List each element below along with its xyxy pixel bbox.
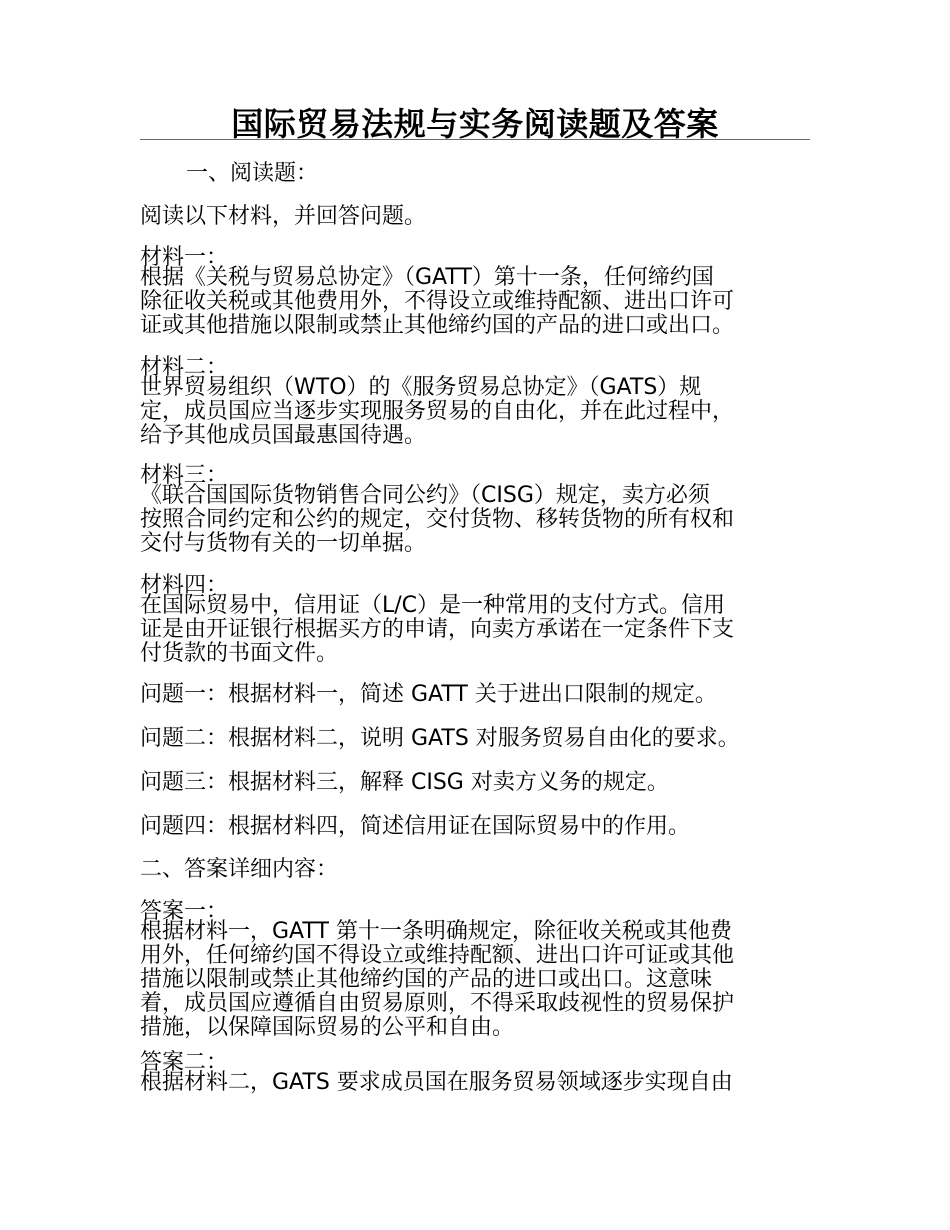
question-4: 问题四：根据材料四，简述信用证在国际贸易中的作用。 (140, 814, 691, 839)
material-line: 在国际贸易中，信用证（L/C）是一种常用的支付方式。信用 (140, 593, 726, 618)
answer-body (140, 920, 810, 1040)
material-body (140, 484, 810, 556)
page-title: 国际贸易法规与实务阅读题及答案 (231, 105, 719, 143)
title-underline (140, 139, 810, 140)
material-3 (140, 464, 810, 556)
answer-1 (140, 900, 810, 1040)
material-1 (140, 246, 810, 338)
answer-line: 根据材料二，GATS 要求成员国在服务贸易领域逐步实现自由 (140, 1070, 733, 1095)
answer-line: 根据材料一，GATT 第十一条明确规定，除征收关税或其他费 (140, 919, 732, 944)
answer-heading: 答案一： (140, 899, 229, 924)
answer-2 (140, 1051, 810, 1095)
material-line: 《联合国国际货物销售合同公约》（CISG）规定，卖方必须 (140, 483, 710, 508)
answer-line: 用外，任何缔约国不得设立或维持配额、进出口许可证或其他 (140, 943, 735, 968)
material-line: 除征收关税或其他费用外，不得设立或维持配额、进出口许可 (140, 289, 735, 314)
material-heading: 材料四： (140, 573, 229, 598)
material-line: 定，成员国应当逐步实现服务贸易的自由化，并在此过程中， (140, 399, 735, 424)
material-2 (140, 356, 810, 448)
section-heading-reading: 一、阅读题： (186, 161, 319, 186)
material-line: 按照合同约定和公约的规定，交付货物、移转货物的所有权和 (140, 507, 735, 532)
answer-heading: 答案二： (140, 1050, 229, 1075)
answer-line: 措施，以保障国际贸易的公平和自由。 (140, 1015, 515, 1040)
material-line: 证或其他措施以限制或禁止其他缔约国的产品的进口或出口。 (140, 313, 735, 338)
material-heading: 材料一： (140, 245, 229, 270)
material-line: 世界贸易组织（WTO）的《服务贸易总协定》（GATS）规 (140, 375, 702, 400)
material-body (140, 594, 810, 666)
material-line: 付货款的书面文件。 (140, 641, 339, 666)
question-2: 问题二：根据材料二，说明 GATS 对服务贸易自由化的要求。 (140, 726, 740, 751)
answer-body (140, 1071, 810, 1095)
question-3: 问题三：根据材料三，解释 CISG 对卖方义务的规定。 (140, 770, 669, 795)
material-4 (140, 574, 810, 666)
material-line: 给予其他成员国最惠国待遇。 (140, 423, 427, 448)
question-1: 问题一：根据材料一，简述 GATT 关于进出口限制的规定。 (140, 682, 717, 707)
material-body (140, 266, 810, 338)
intro-text: 阅读以下材料，并回答问题。 (140, 204, 427, 229)
answer-line: 着，成员国应遵循自由贸易原则，不得采取歧视性的贸易保护 (140, 991, 735, 1016)
material-heading: 材料二： (140, 355, 229, 380)
material-line: 根据《关税与贸易总协定》（GATT）第十一条，任何缔约国 (140, 265, 714, 290)
section-heading-answers: 二、答案详细内容： (140, 857, 339, 882)
material-heading: 材料三： (140, 463, 229, 488)
answer-line: 措施以限制或禁止其他缔约国的产品的进口或出口。这意味 (140, 967, 713, 992)
material-line: 证是由开证银行根据买方的申请，向卖方承诺在一定条件下支 (140, 617, 735, 642)
material-line: 交付与货物有关的一切单据。 (140, 531, 427, 556)
material-body (140, 376, 810, 448)
